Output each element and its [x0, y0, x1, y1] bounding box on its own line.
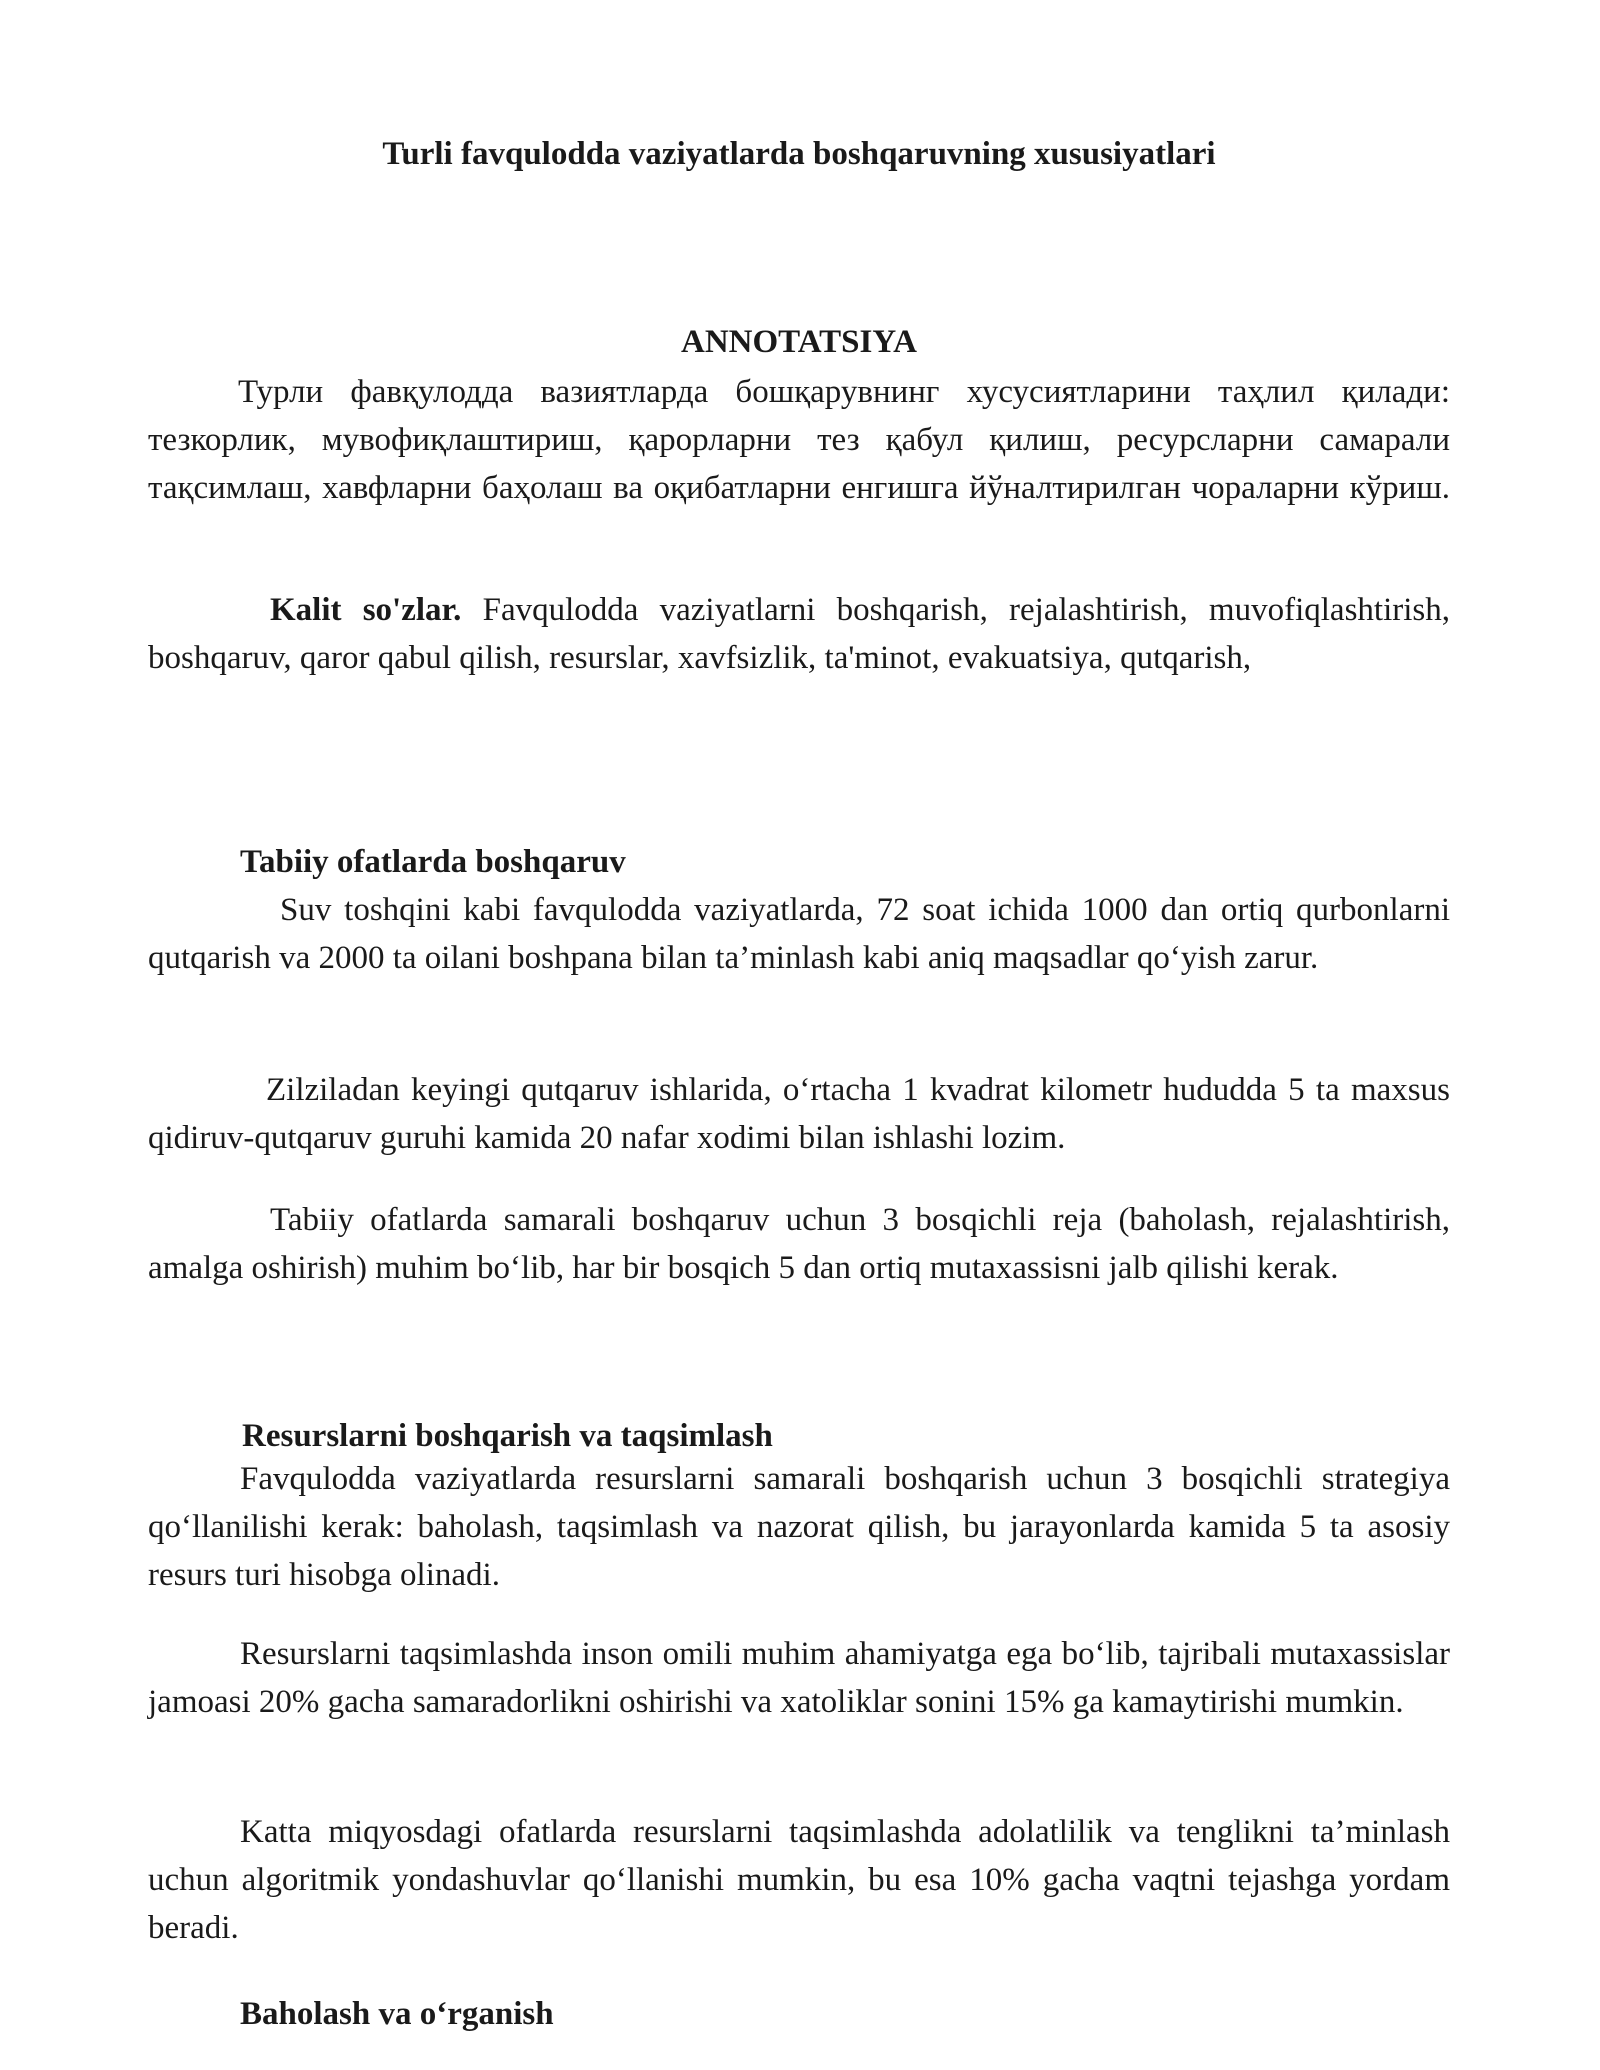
paragraph: Zilziladan keyingi qutqaruv ishlarida, o‘rtacha 1 kvadrat kilometr hududda 5 ta maxsus qidiruv-qutqaruv guruhi kamida 20 nafar xodimi bilan ishlashi lozim. [148, 1072, 1450, 1156]
paragraph: Tabiiy ofatlarda samarali boshqaruv uchun 3 bosqichli reja (baholash, rejalashtirish, amalga oshirish) muhim bo‘lib, har bir bosqich 5 dan ortiq mutaxassisni jalb qilishi kerak. [148, 1202, 1450, 1286]
section-heading: Baholash va o‘rganish [240, 1996, 554, 2032]
paragraph: Resurslarni taqsimlashda inson omili muhim ahamiyatga ega bo‘lib, tajribali mutaxassislar jamoasi 20% gacha samaradorlikni oshirishi va xatoliklar sonini 15% ga kamaytirishi mumkin. [148, 1636, 1450, 1720]
paragraph: Suv toshqini kabi favqulodda vaziyatlarda, 72 soat ichida 1000 dan ortiq qurbonlarni qutqarish va 2000 ta oilani boshpana bilan ta’minlash kabi aniq maqsadlar qo‘yish zarur. [148, 892, 1450, 976]
abstract-heading: ANNOTATSIYA [681, 324, 917, 360]
paragraph: Katta miqyosdagi ofatlarda resurslarni taqsimlashda adolatlilik va tenglikni ta’minlash uchun algoritmik yondashuvlar qo‘llanishi mumkin, bu esa 10% gacha vaqtni tejashga yordam beradi. [148, 1814, 1450, 1946]
section-heading: Resurslarni boshqarish va taqsimlash [242, 1418, 773, 1454]
keywords-label: Kalit so'zlar. [270, 592, 462, 628]
document-title: Turli favqulodda vaziyatlarda boshqaruvning xususiyatlari [382, 136, 1216, 172]
section-heading: Tabiiy ofatlarda boshqaruv [240, 844, 626, 880]
keywords-paragraph [148, 586, 1450, 682]
keywords-text: Favqulodda vaziyatlarni boshqarish, rejalashtirish, muvofiqlashtirish, boshqaruv, qaror qabul qilish, resurslar, xavfsizlik, ta'minot, evakuatsiya, qutqarish, [148, 592, 1450, 676]
paragraph: Favqulodda vaziyatlarda resurslarni samarali boshqarish uchun 3 bosqichli strategiya qo‘llanilishi kerak: baholash, taqsimlash va nazorat qilish, bu jarayonlarda kamida 5 ta asosiy resurs turi hisobga olinadi. [148, 1461, 1450, 1593]
abstract-text: Турли фавқулодда вазиятларда бошқарувнинг хусусиятларини таҳлил қилади: тезкорлик, мувофиқлаштириш, қарорларни тез қабул қилиш, ресурсларни самарали тақсимлаш, хавфларни баҳолаш ва оқибатларни енгишга йўналтирилган чораларни кўриш. [148, 374, 1450, 506]
